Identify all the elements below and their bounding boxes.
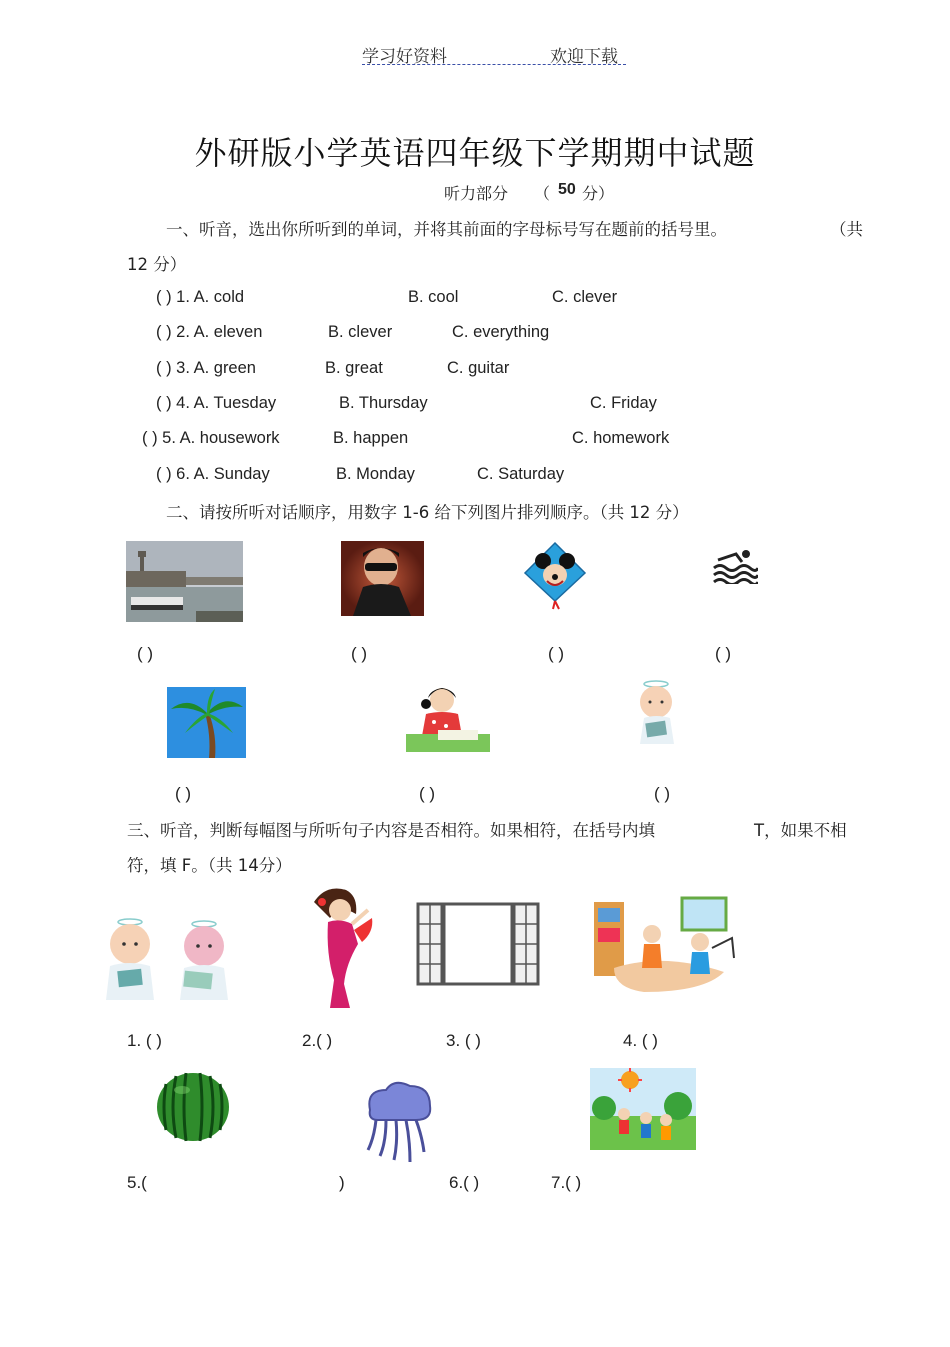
header-divider bbox=[362, 64, 626, 65]
q5-prefix: ( ) 5. A. housework bbox=[142, 429, 280, 447]
q4-prefix: ( ) 4. A. Tuesday bbox=[156, 394, 277, 412]
swimming-icon bbox=[712, 548, 758, 584]
dancing-girl-fan-image bbox=[300, 884, 374, 1008]
s2-bracket-5[interactable]: ( ) bbox=[175, 784, 192, 803]
q1-option-c: C. clever bbox=[552, 288, 618, 306]
s3-label-5-close: ) bbox=[339, 1173, 345, 1192]
subtitle-score: 50 bbox=[558, 181, 576, 198]
header-left: 学习好资料 bbox=[362, 47, 447, 67]
q6-option-c: C. Saturday bbox=[477, 465, 565, 483]
s3-label-3[interactable]: 3. ( ) bbox=[446, 1031, 481, 1050]
baby-reading-image bbox=[634, 678, 684, 750]
q1-option-b: B. cool bbox=[408, 288, 459, 306]
s3-label-2[interactable]: 2.( ) bbox=[302, 1031, 333, 1050]
section3-instruction-b: 符，填 F。（共 14分） bbox=[127, 856, 292, 875]
watermelon-image bbox=[156, 1072, 230, 1142]
q2-option-b: B. clever bbox=[328, 323, 393, 341]
girl-studying-image bbox=[404, 684, 490, 755]
s2-bracket-7[interactable]: ( ) bbox=[654, 784, 671, 803]
section3-instruction-a: 三、听音，判断每幅图与所听句子内容是否相符。如果相符，在括号内填 bbox=[127, 821, 655, 840]
s3-label-7[interactable]: 7.( ) bbox=[551, 1173, 582, 1192]
section1-points-b: 12 分） bbox=[127, 255, 187, 274]
q4-option-c: C. Friday bbox=[590, 394, 657, 412]
q1-prefix: ( ) 1. A. cold bbox=[156, 288, 245, 306]
s3-label-4[interactable]: 4. ( ) bbox=[623, 1031, 658, 1050]
s2-bracket-2[interactable]: ( ) bbox=[351, 644, 368, 663]
q6-prefix: ( ) 6. A. Sunday bbox=[156, 465, 270, 483]
s3-label-5-open[interactable]: 5.( bbox=[127, 1173, 147, 1192]
london-river-photo bbox=[126, 541, 243, 622]
s2-bracket-4[interactable]: ( ) bbox=[715, 644, 732, 663]
q3-option-b: B. great bbox=[325, 359, 383, 377]
q3-prefix: ( ) 3. A. green bbox=[156, 359, 256, 377]
subtitle-unit: 分） bbox=[582, 184, 615, 203]
q5-option-c: C. homework bbox=[572, 429, 670, 447]
boy-sunglasses-photo bbox=[341, 541, 424, 616]
q5-option-b: B. happen bbox=[333, 429, 409, 447]
kids-park-drawing-image bbox=[590, 1068, 696, 1150]
two-babies-reading-image bbox=[100, 912, 238, 1004]
open-window-image bbox=[414, 900, 542, 988]
s2-bracket-1[interactable]: ( ) bbox=[137, 644, 154, 663]
q4-option-b: B. Thursday bbox=[339, 394, 428, 412]
section1-instruction: 一、听音，选出你所听到的单词，并将其前面的字母标号写在题前的括号里。 bbox=[166, 220, 727, 239]
rain-cloud-icon bbox=[360, 1080, 434, 1166]
palm-tree-image bbox=[167, 687, 246, 758]
q3-option-c: C. guitar bbox=[447, 359, 510, 377]
section2-instruction: 二、请按所听对话顺序，用数字 1-6 给下列图片排列顺序。（共 12 分） bbox=[166, 503, 689, 522]
section1-points-a: （共 bbox=[830, 220, 863, 239]
subtitle-open: （ bbox=[534, 184, 551, 203]
q6-option-b: B. Monday bbox=[336, 465, 415, 483]
q2-prefix: ( ) 2. A. eleven bbox=[156, 323, 263, 341]
q2-option-c: C. everything bbox=[452, 323, 550, 341]
s2-bracket-6[interactable]: ( ) bbox=[419, 784, 436, 803]
page-title: 外研版小学英语四年级下学期期中试题 bbox=[194, 134, 756, 172]
s2-bracket-3[interactable]: ( ) bbox=[548, 644, 565, 663]
kids-cleaning-room-image bbox=[594, 888, 740, 998]
section3-instruction-t: T，如果不相 bbox=[754, 821, 847, 840]
mickey-kite-image bbox=[523, 541, 587, 611]
header-right: 欢迎下载 bbox=[550, 47, 618, 67]
s3-label-6[interactable]: 6.( ) bbox=[449, 1173, 480, 1192]
s3-label-1[interactable]: 1. ( ) bbox=[127, 1031, 162, 1050]
subtitle-text: 听力部分 bbox=[444, 184, 509, 203]
